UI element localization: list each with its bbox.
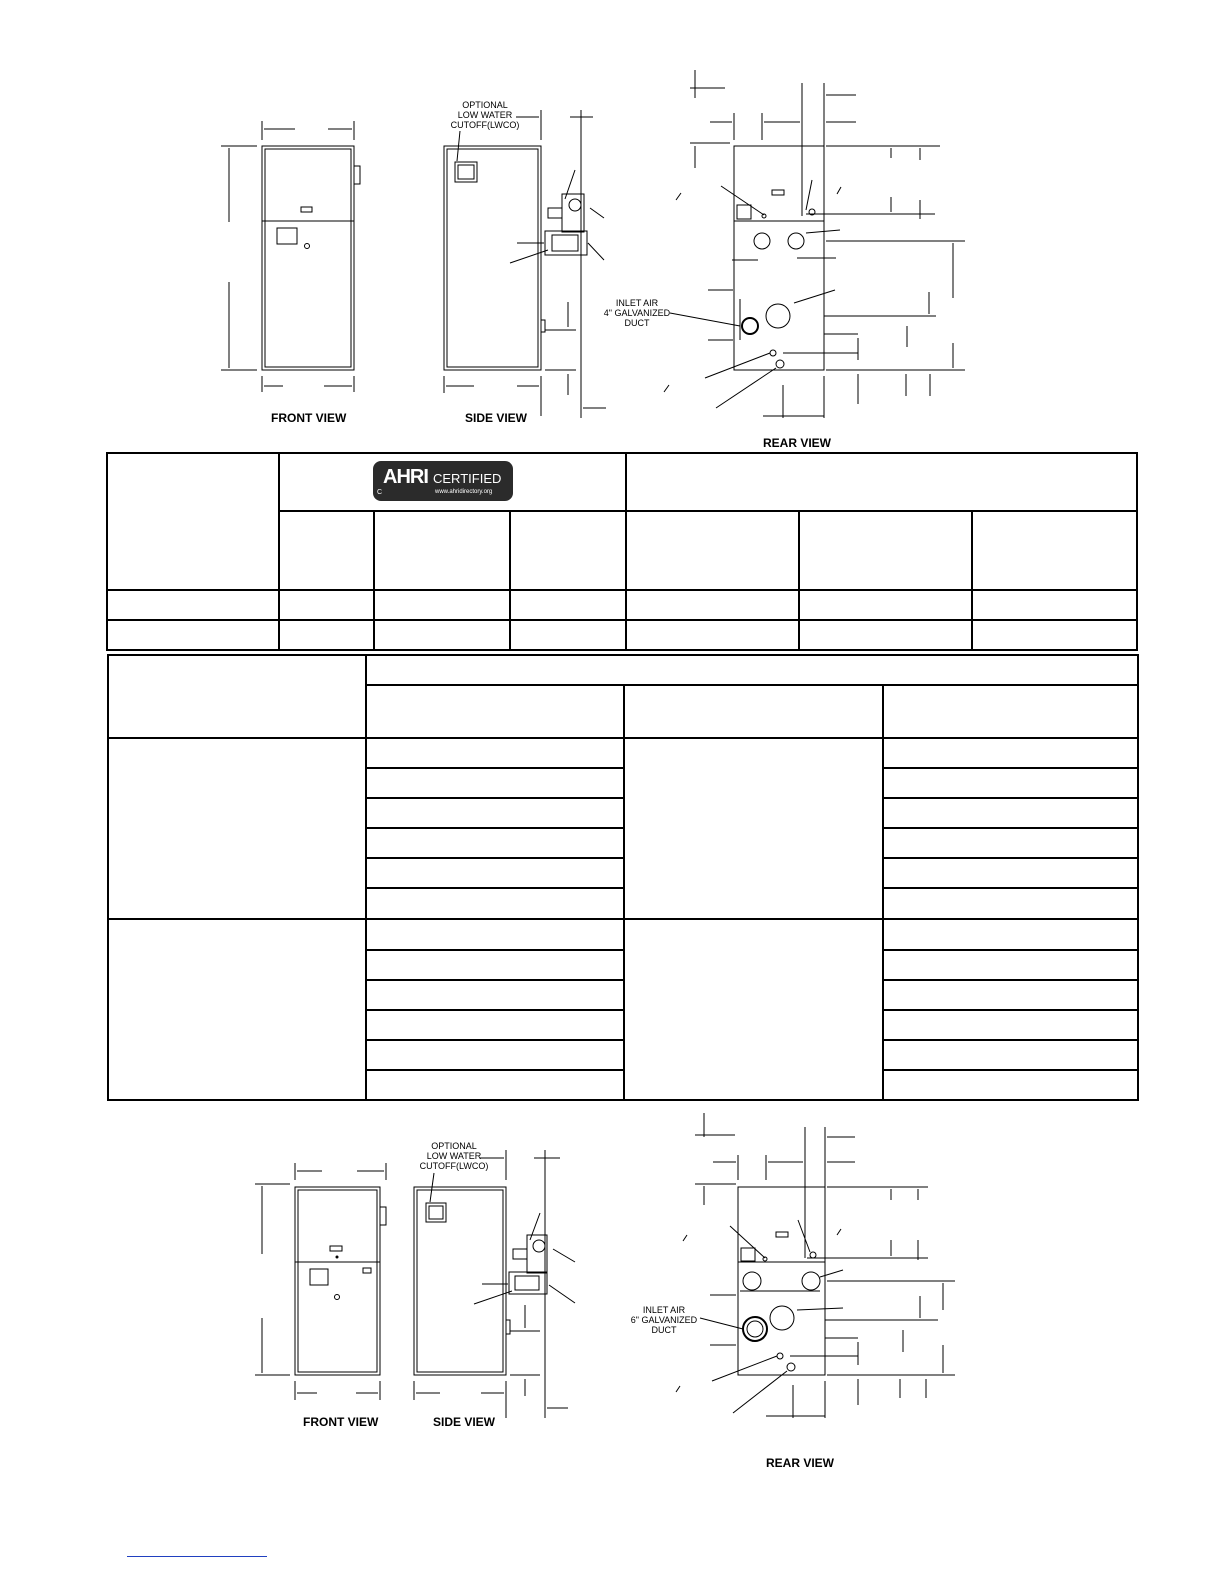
table-cell (626, 590, 799, 620)
spec-group-1 (108, 738, 366, 918)
table-cell (374, 590, 510, 620)
table-cell (107, 620, 279, 650)
ahri-certified-logo: AHRI CERTIFIED www.ahridirectory.org C (373, 461, 513, 501)
ratings-subheader-2 (374, 511, 510, 590)
bottom-front-view-label: FRONT VIEW (303, 1415, 379, 1429)
ratings-subheader-6 (972, 511, 1137, 590)
table-cell (972, 620, 1137, 650)
ratings-subheader-5 (799, 511, 972, 590)
top-lwco-label: OPTIONAL LOW WATER CUTOFF(LWCO) (450, 100, 520, 130)
top-front-view-label: FRONT VIEW (271, 411, 347, 425)
table-cell (366, 858, 624, 888)
ratings-subheader-3 (510, 511, 626, 590)
footer-link-underline[interactable] (127, 1556, 267, 1558)
table-cell (279, 590, 374, 620)
top-rear-view-label: REAR VIEW (763, 436, 832, 450)
table-cell (366, 950, 624, 980)
table-cell (366, 828, 624, 858)
top-side-view (444, 110, 606, 418)
table-cell (799, 590, 972, 620)
spec-group-1-middle (624, 738, 883, 918)
bottom-front-view (255, 1163, 386, 1400)
table-cell (883, 768, 1138, 798)
spec-subheader-3 (883, 685, 1138, 738)
table-cell (883, 798, 1138, 828)
table-cell (626, 620, 799, 650)
spec-header-left (108, 655, 366, 738)
top-front-view (221, 121, 360, 392)
table-cell (883, 1010, 1138, 1040)
ratings-header-model (107, 453, 279, 590)
specifications-table (107, 654, 1139, 1101)
bottom-side-view (414, 1150, 575, 1418)
table-cell (366, 888, 624, 918)
spec-group-2-middle (624, 919, 883, 1100)
table-cell (510, 620, 626, 650)
top-inlet-air-label: INLET AIR 4" GALVANIZED DUCT (603, 298, 671, 328)
ratings-subheader-4 (626, 511, 799, 590)
table-cell (972, 590, 1137, 620)
spec-header-top (366, 655, 1138, 685)
table-cell (510, 590, 626, 620)
top-side-view-label: SIDE VIEW (465, 411, 528, 425)
bottom-inlet-air-label: INLET AIR 6" GALVANIZED DUCT (630, 1305, 698, 1335)
bottom-lwco-label: OPTIONAL LOW WATER CUTOFF(LWCO) (419, 1141, 489, 1171)
table-cell (107, 590, 279, 620)
bottom-rear-view-label: REAR VIEW (766, 1456, 835, 1470)
ratings-subheader-1 (279, 511, 374, 590)
table-cell (883, 1040, 1138, 1070)
table-cell (279, 620, 374, 650)
table-cell (374, 620, 510, 650)
top-rear-view (664, 70, 965, 418)
spec-subheader-2 (624, 685, 883, 738)
table-cell (883, 919, 1138, 950)
table-cell (366, 798, 624, 828)
table-cell (883, 888, 1138, 918)
table-cell (883, 738, 1138, 768)
spec-subheader-1 (366, 685, 624, 738)
table-cell (883, 980, 1138, 1010)
table-cell (883, 1070, 1138, 1100)
table-cell (366, 738, 624, 768)
table-cell (883, 828, 1138, 858)
table-cell (366, 980, 624, 1010)
table-cell (366, 768, 624, 798)
table-cell (366, 919, 624, 950)
table-cell (883, 950, 1138, 980)
ratings-header-right (626, 453, 1137, 511)
table-cell (883, 858, 1138, 888)
table-cell (366, 1010, 624, 1040)
ratings-table (106, 452, 1138, 651)
table-cell (366, 1070, 624, 1100)
table-cell (366, 1040, 624, 1070)
bottom-side-view-label: SIDE VIEW (433, 1415, 496, 1429)
bottom-rear-view (676, 1113, 955, 1418)
table-cell (799, 620, 972, 650)
spec-group-2 (108, 919, 366, 1100)
